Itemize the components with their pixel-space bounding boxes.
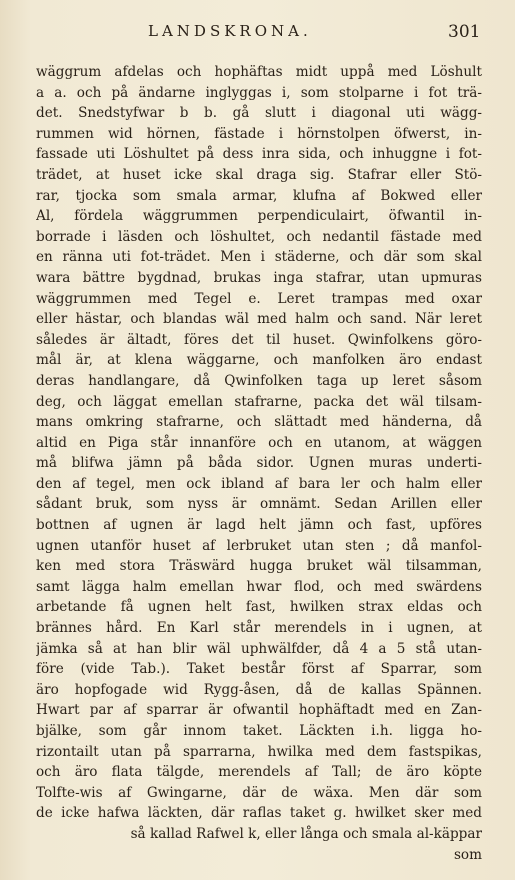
text-line: deras handlangare, då Qwinfolken taga up leret såsom (36, 372, 482, 389)
text-line: mans omkring stafrarne, och slättadt med händerna, då (36, 414, 482, 431)
text-line: wara bättre bygdnad, brukas inga stafrar, utan upmuras (36, 269, 482, 286)
text-line: Hwart par af sparrar är ofwantil hophäftadt med en Zan- (36, 702, 482, 719)
page-header (0, 22, 515, 48)
text-line: arbetande få ugnen helt fast, hwilken strax eldas och (36, 599, 482, 616)
text-line: det. Snedstyfwar b b. gå slutt i diagonal uti wägg- (36, 105, 482, 122)
text-line: brännes hård. En Karl står merendels in i ugnen, at (36, 620, 482, 637)
text-line: rizontailt utan på sparrarna, hwilka med dem fastspikas, (36, 743, 482, 760)
running-head: LANDSKRONA. (148, 22, 312, 40)
text-line: så kallad Rafwel k, eller långa och smala al-käppar (130, 825, 482, 842)
text-line: en ränna uti fot-trädet. Men i städerne, och där som skal (36, 249, 482, 266)
text-line: a a. och på ändarne inglyggas i, som stolparne i fot trä- (36, 84, 482, 101)
catchword: som (453, 846, 482, 863)
text-line: de icke hafwa läckten, där raflas taket g. hwilket sker med (36, 805, 482, 822)
text-line: den af tegel, men ock ibland af bara ler och halm eller (36, 475, 482, 492)
text-line: före (vide Tab.). Taket består först af Sparrar, som (36, 661, 482, 678)
text-line: wäggrum afdelas och hophäftas midt uppå med Löshult (36, 64, 482, 80)
text-line: trädet, at huset icke skal draga sig. Stafrar eller Stö- (36, 166, 482, 183)
text-line: och äro flata tälgde, merendels af Tall; de äro köpte (36, 764, 482, 781)
text-line: fassade uti Löshultet på dess inra sida, och inhuggne i fot- (36, 146, 482, 163)
text-line: bjälke, som går innom taket. Läckten i.h. ligga ho- (36, 723, 482, 739)
text-line: ken med stora Träswärd hugga bruket wäl tilsamman, (36, 558, 482, 575)
text-line: jämka så at han blir wäl uphwälfder, då 4 a 5 stå utan- (36, 640, 482, 657)
text-line: Al, fördela wäggrummen perpendiculairt, öfwantil in- (36, 208, 482, 225)
text-line: eller hästar, och blandas wäl med halm och sand. När leret (36, 311, 482, 328)
text-line: altid en Piga står innanföre och en utanom, at wäggen (36, 434, 482, 451)
text-line: sådant bruk, som nyss är omnämt. Sedan Arillen eller (36, 496, 482, 513)
text-line: mål är, at klena wäggarne, och manfolken äro endast (36, 352, 482, 369)
page-number: 301 (448, 22, 481, 42)
text-line: ugnen utanför huset af lerbruket utan sten ; då manfol- (36, 537, 482, 554)
text-line: således är ältadt, föres det til huset. Qwinfolkens göro- (36, 331, 482, 348)
text-line: wäggrummen med Tegel e. Leret trampas med oxar (36, 290, 482, 307)
text-line: rar, tjocka som smala armar, klufna af Bokwed eller (36, 187, 482, 204)
text-line: Tolfte-wis af Gwingarne, där de wäxa. Men där som (36, 784, 482, 801)
text-line: samt lägga halm emellan hwar flod, och med swärdens (36, 578, 482, 595)
body-text (36, 62, 482, 865)
text-line: borrade i läsden och löshultet, och nedantil fästade med (36, 228, 482, 245)
text-line: bottnen af ugnen är lagd helt jämn och fast, upföres (36, 517, 482, 534)
text-line: äro hopfogade wid Rygg-åsen, då de kallas Spännen. (36, 681, 482, 698)
text-line: deg, och läggat emellan stafrarne, packa det wäl tilsam- (36, 393, 482, 410)
text-line: må blifwa jämn på båda sidor. Ugnen muras underti- (36, 455, 482, 472)
text-line: rummen wid hörnen, fästade i hörnstolpen öfwerst, in- (36, 125, 482, 142)
